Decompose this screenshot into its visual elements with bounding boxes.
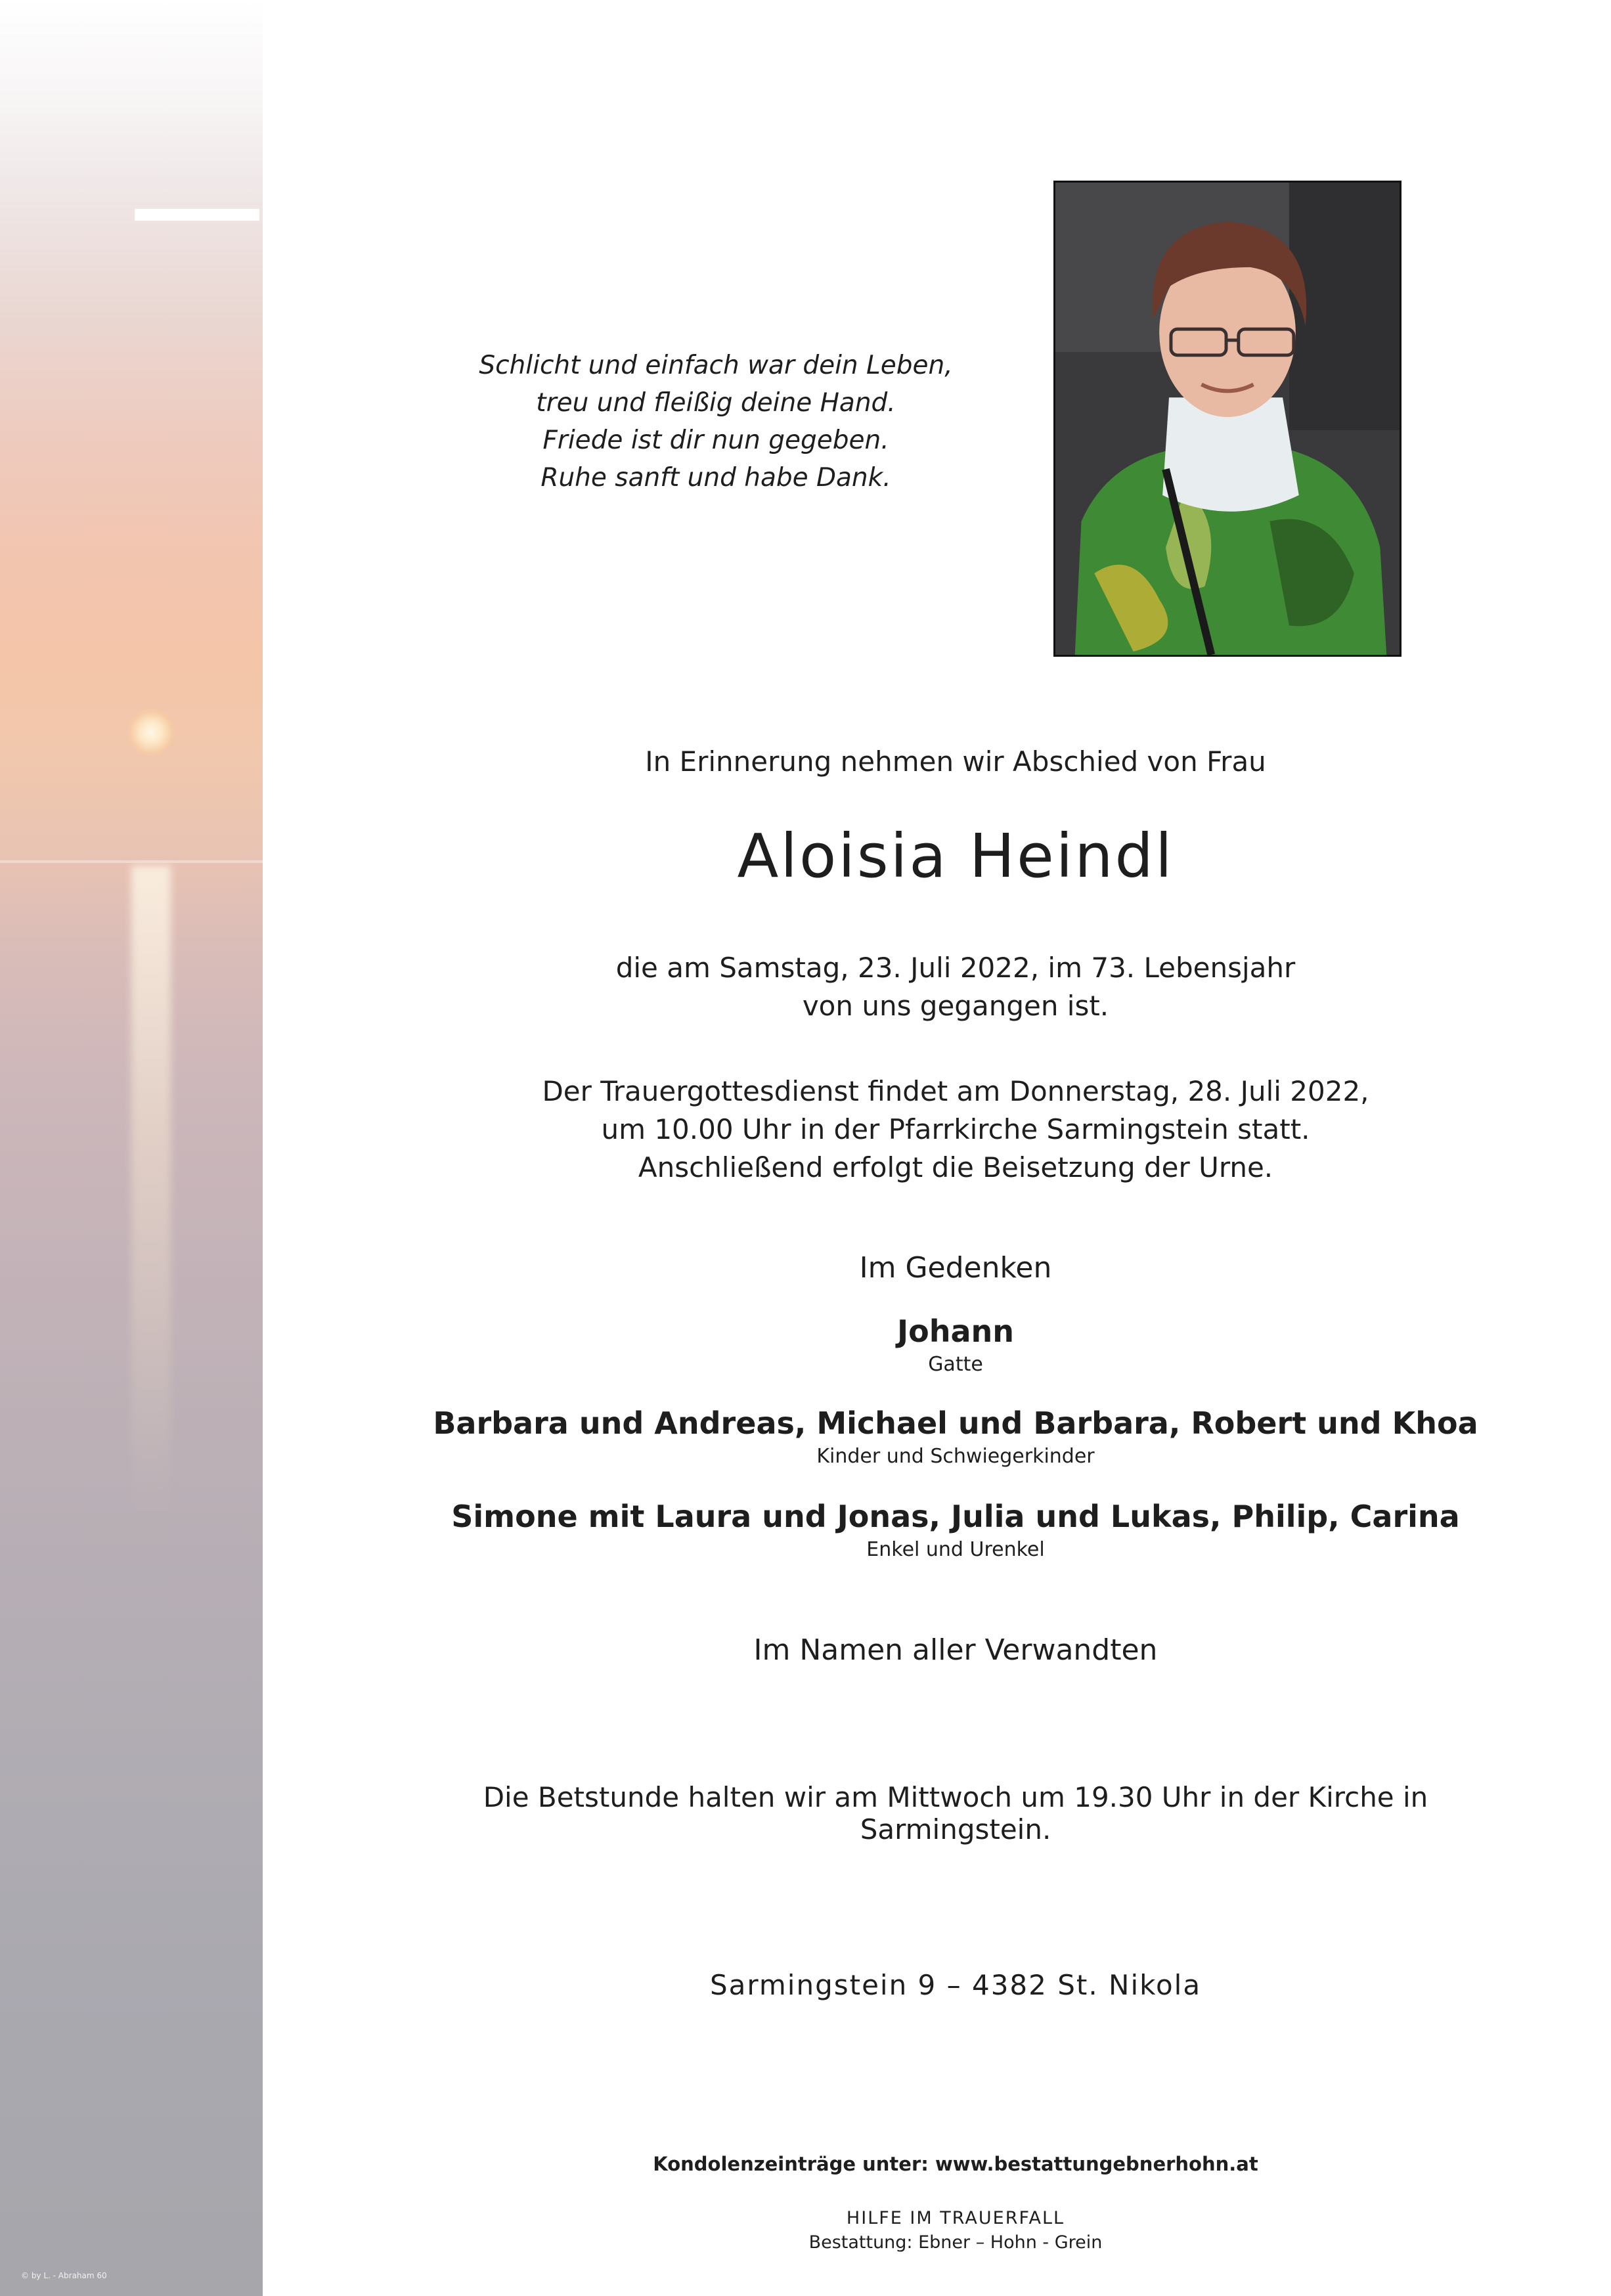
mourner-role: Kinder und Schwiegerkinder bbox=[816, 1445, 1095, 1468]
mourners-heading: Im Gedenken bbox=[859, 1251, 1052, 1285]
death-notice bbox=[420, 949, 1491, 1025]
mourner-group bbox=[420, 1405, 1491, 1468]
condolence-link: Kondolenzeinträge unter: www.bestattungebnerhohn.at bbox=[653, 2153, 1258, 2175]
portrait-photo bbox=[1053, 181, 1401, 657]
sunset-sea-image bbox=[0, 0, 263, 2296]
portrait-illustration bbox=[1055, 183, 1400, 655]
mourner-names: Johann bbox=[896, 1314, 1014, 1349]
sun-reflection bbox=[131, 866, 171, 1522]
prayer-hour-text: Die Betstunde halten wir am Mittwoch um 19.30 Uhr in der Kirche in Sarmingstein. bbox=[483, 1781, 1428, 1845]
mourner-names: Simone mit Laura und Jonas, Julia und Lukas, Philip, Carina bbox=[451, 1499, 1460, 1534]
image-credit: © by L. - Abraham 60 bbox=[21, 2271, 107, 2280]
quote-line: Ruhe sanft und habe Dank. bbox=[541, 463, 891, 493]
deceased-name: Aloisia Heindl bbox=[737, 821, 1174, 891]
help-title: HILFE IM TRAUERFALL bbox=[846, 2208, 1065, 2228]
death-line: von uns gegangen ist. bbox=[802, 990, 1109, 1022]
mourner-role: Gatte bbox=[928, 1353, 983, 1376]
funeral-service-info bbox=[420, 1072, 1491, 1187]
service-line: Der Trauergottesdienst findet am Donnerstag, 28. Juli 2022, bbox=[542, 1075, 1369, 1107]
mourner-names: Barbara und Andreas, Michael und Barbara, Robert und Khoa bbox=[433, 1405, 1478, 1441]
funeral-company: Bestattung: Ebner – Hohn - Grein bbox=[808, 2232, 1103, 2253]
light-streak bbox=[135, 209, 259, 221]
on-behalf-text: Im Namen aller Verwandten bbox=[753, 1633, 1158, 1667]
service-line: um 10.00 Uhr in der Pfarrkirche Sarmingstein statt. bbox=[601, 1113, 1310, 1145]
mourner-group bbox=[420, 1314, 1491, 1376]
memorial-quote bbox=[420, 347, 1011, 497]
mourner-group bbox=[420, 1499, 1491, 1561]
mourner-role: Enkel und Urenkel bbox=[866, 1538, 1045, 1561]
quote-line: Friede ist dir nun gegeben. bbox=[542, 426, 889, 455]
horizon-line bbox=[0, 860, 263, 863]
sun bbox=[128, 709, 174, 755]
death-line: die am Samstag, 23. Juli 2022, im 73. Lebensjahr bbox=[615, 952, 1296, 984]
service-line: Anschließend erfolgt die Beisetzung der Urne. bbox=[638, 1151, 1273, 1183]
family-address: Sarmingstein 9 – 4382 St. Nikola bbox=[709, 1969, 1202, 2001]
quote-line: Schlicht und einfach war dein Leben, bbox=[479, 351, 953, 380]
quote-line: treu und fleißig deine Hand. bbox=[536, 388, 896, 418]
intro-text: In Erinnerung nehmen wir Abschied von Frau bbox=[645, 745, 1266, 778]
